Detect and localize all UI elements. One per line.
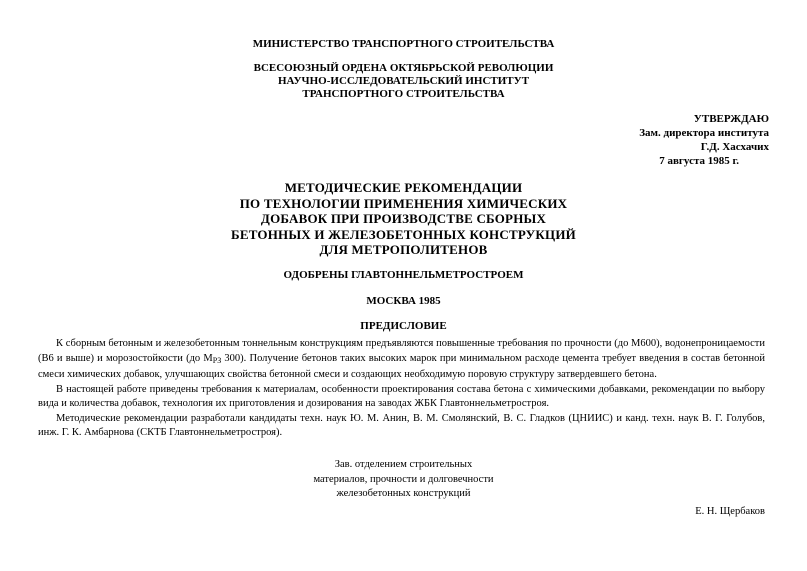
approval-block	[569, 112, 769, 168]
signature-position	[0, 458, 807, 502]
institute-line: ВСЕСОЮЗНЫЙ ОРДЕНА ОКТЯБРЬСКОЙ РЕВОЛЮЦИИ	[253, 62, 554, 74]
preface-paragraph: Методические рекомендации разработали кандидаты техн. наук Ю. М. Анин, В. М. Смолянский, В. С. Гладков (ЦНИИС) и канд. техн. наук В. Г. Голубов, инж. Г. К. Амбарнова (СКТБ Главтоннельметростроя).	[38, 412, 765, 438]
subscript-text: РЗ	[212, 355, 222, 365]
preface-heading: ПРЕДИСЛОВИЕ	[360, 320, 447, 332]
institute-line: НАУЧНО-ИССЛЕДОВАТЕЛЬСКИЙ ИНСТИТУТ	[277, 75, 530, 87]
approval-label: УТВЕРЖДАЮ	[693, 113, 769, 125]
institute-line: ТРАНСПОРТНОГО СТРОИТЕЛЬСТВА	[302, 88, 505, 100]
document-title	[0, 180, 807, 258]
approval-name: Г.Д. Хасхачих	[700, 141, 769, 153]
ministry-name: МИНИСТЕРСТВО ТРАНСПОРТНОГО СТРОИТЕЛЬСТВА	[252, 38, 555, 50]
paragraph-text: К сборным бетонным и железобетонным тоннельным конструкциям предъявляются повышенные требования по прочности (до М600), водонепроницаемости (В6 и выше) и морозостойкости (до М	[38, 338, 765, 364]
institute-name	[0, 62, 807, 101]
paragraph-text: 300). Получение бетонов таких высоких марок при минимальном расходе цемента требует введения в состав бетонной смеси химических добавок, улучшающих свойства бетонной смеси и создающих необходимую поровую структуру затвердевшего бетона.	[38, 352, 765, 380]
title-line: МЕТОДИЧЕСКИЕ РЕКОМЕНДАЦИИ	[284, 180, 523, 195]
preface-body	[38, 337, 765, 441]
title-line: ДЛЯ МЕТРОПОЛИТЕНОВ	[319, 242, 488, 257]
title-line: ПО ТЕХНОЛОГИИ ПРИМЕНЕНИЯ ХИМИЧЕСКИХ	[239, 195, 568, 211]
preface-paragraph: В настоящей работе приведены требования к материалам, особенности проектирования состава бетона с химическими добавками, рекомендации по выбору вида и количества добавок, технология их приготовления и дозирования на заводах ЖБК Главтоннельметростроя.	[38, 383, 765, 409]
approval-date: 7 августа 1985 г.	[659, 155, 739, 167]
signature-line: железобетонных конструкций	[336, 488, 471, 499]
title-line: БЕТОННЫХ И ЖЕЛЕЗОБЕТОННЫХ КОНСТРУКЦИЙ	[231, 226, 576, 242]
title-line: ДОБАВОК ПРИ ПРОИЗВОДСТВЕ СБОРНЫХ	[260, 211, 547, 226]
approval-position: Зам. директора института	[639, 127, 769, 139]
approved-by: ОДОБРЕНЫ ГЛАВТОННЕЛЬМЕТРОСТРОЕМ	[283, 269, 524, 281]
signature-line: Зав. отделением строительных	[334, 459, 473, 470]
signature-line: материалов, прочности и долговечности	[313, 473, 494, 485]
preface-paragraph	[38, 337, 765, 383]
signer-name: Е. Н. Щербаков	[695, 506, 765, 517]
city-year: МОСКВА 1985	[366, 295, 441, 307]
